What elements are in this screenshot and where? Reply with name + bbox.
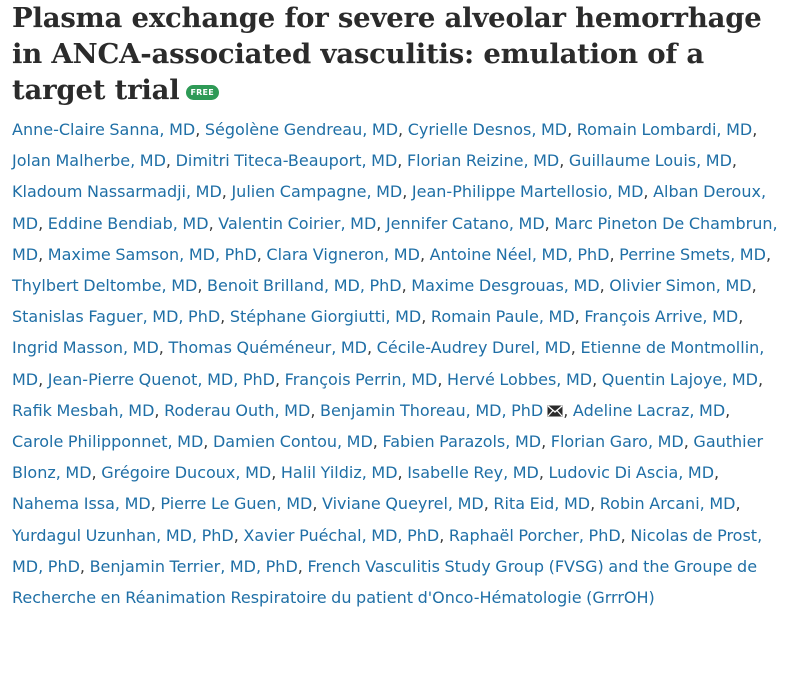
author-link[interactable]: Thomas Quéméneur, MD [168, 338, 367, 358]
author-separator: , [574, 307, 585, 327]
author-separator: , [563, 400, 573, 420]
author-link[interactable]: Hervé Lobbes, MD [447, 369, 593, 389]
author-separator: , [541, 432, 551, 452]
author-separator: , [752, 120, 758, 139]
author-separator: , [599, 276, 610, 296]
author-link[interactable]: Jean-Philippe Martellosio, MD [411, 182, 644, 202]
author-link[interactable]: Robin Arcani, MD [599, 494, 736, 514]
author-link[interactable]: Quentin Lajoye, MD [601, 369, 758, 389]
author-separator: , [483, 494, 494, 514]
author-link[interactable]: Raphaël Porcher, PhD [448, 525, 621, 545]
author-separator: , [751, 276, 757, 296]
article-title-text: Plasma exchange for severe alveolar hemorrhage in ANCA-associated vasculitis: emulation of a target trial [12, 2, 762, 106]
author-link[interactable]: Dimitri Titeca-Beauport, MD [175, 151, 398, 171]
author-separator: , [38, 244, 48, 264]
author-link[interactable]: Olivier Simon, MD [609, 276, 752, 296]
envelope-icon[interactable] [547, 405, 563, 417]
author-link[interactable]: Anne-Claire Sanna, MD [12, 120, 196, 139]
author-link[interactable]: Benjamin Thoreau, MD, PhD [319, 400, 544, 420]
author-separator: , [312, 494, 322, 514]
author-separator: , [38, 369, 48, 389]
author-separator: , [567, 120, 577, 139]
author-separator: , [439, 525, 449, 545]
author-link[interactable]: Xavier Puéchal, MD, PhD [243, 525, 440, 545]
author-separator: , [725, 400, 731, 420]
author-link[interactable]: Cécile-Audrey Durel, MD [376, 338, 571, 358]
author-link[interactable]: Guillaume Louis, MD [568, 151, 732, 171]
author-separator: , [376, 213, 386, 233]
author-link[interactable]: Fabien Parazols, MD [382, 432, 542, 452]
author-link[interactable]: Eddine Bendiab, MD [47, 213, 209, 233]
author-separator: , [765, 244, 772, 264]
author-link[interactable]: Benjamin Terrier, MD, PhD [89, 556, 298, 576]
author-link[interactable]: Carole Philipponnet, MD [12, 432, 204, 452]
author-separator: , [538, 463, 549, 483]
author-separator: , [738, 307, 744, 327]
author-link[interactable]: Romain Lombardi, MD [576, 120, 753, 139]
author-link[interactable]: Halil Yildiz, MD [280, 463, 398, 483]
free-access-badge: FREE [186, 85, 219, 100]
author-separator: , [397, 151, 407, 171]
author-separator: , [274, 369, 285, 389]
author-separator: , [421, 307, 431, 327]
author-link[interactable]: Valentin Coirier, MD [218, 213, 377, 233]
author-link[interactable]: Kladoum Nassarmadji, MD [12, 182, 222, 202]
author-separator: , [731, 151, 737, 171]
author-link[interactable]: Gauthier Blonz, MD [12, 432, 764, 483]
author-separator: , [38, 213, 48, 233]
author-link[interactable]: Rafik Mesbah, MD [12, 400, 155, 420]
author-link[interactable]: Romain Paule, MD [430, 307, 575, 327]
author-link[interactable]: Jean-Pierre Quenot, MD, PhD [47, 369, 275, 389]
author-separator: , [158, 338, 169, 358]
author-link[interactable]: Benoit Brilland, MD, PhD [207, 276, 402, 296]
author-separator: , [559, 151, 569, 171]
author-link[interactable]: Jennifer Catano, MD [385, 213, 545, 233]
author-link[interactable]: François Arrive, MD [584, 307, 739, 327]
author-link[interactable]: Marc Pineton De Chambrun, MD [12, 213, 778, 264]
author-separator: , [544, 213, 555, 233]
author-separator: , [310, 400, 320, 420]
author-link[interactable]: Julien Campagne, MD [231, 182, 403, 202]
author-link[interactable]: Stéphane Giorgiutti, MD [229, 307, 422, 327]
author-link[interactable]: Maxime Desgrouas, MD [411, 276, 600, 296]
author-link[interactable]: French Vasculitis Study Group (FVSG) and the Groupe de Recherche en Réanimation Respiratoire du patient d'Onco-Hématologie (GrrrOH) [12, 556, 758, 608]
author-link[interactable]: Isabelle Rey, MD [407, 463, 539, 483]
author-separator: , [79, 556, 90, 576]
author-link[interactable]: Clara Vigneron, MD [266, 244, 420, 264]
author-separator: , [570, 338, 581, 358]
author-link[interactable]: Jolan Malherbe, MD [12, 151, 166, 171]
author-separator: , [271, 463, 281, 483]
author-link[interactable]: Thylbert Deltombe, MD [12, 276, 198, 296]
author-separator: , [735, 494, 741, 514]
author-link[interactable]: Florian Garo, MD [550, 432, 684, 452]
author-separator: , [620, 525, 631, 545]
author-link[interactable]: François Perrin, MD [284, 369, 438, 389]
author-link[interactable]: Damien Contou, MD [212, 432, 373, 452]
author-separator: , [367, 338, 377, 358]
author-link[interactable]: Florian Reizine, MD [406, 151, 560, 171]
author-link[interactable]: Ségolène Gendreau, MD [204, 120, 399, 139]
author-separator: , [402, 182, 412, 202]
author-link[interactable]: Grégoire Ducoux, MD [101, 463, 272, 483]
author-separator: , [609, 244, 620, 264]
author-link[interactable]: Viviane Queyrel, MD [322, 494, 484, 514]
author-separator: , [398, 120, 408, 139]
author-separator: , [208, 213, 219, 233]
author-separator: , [233, 525, 244, 545]
author-separator: , [154, 400, 165, 420]
author-separator: , [197, 276, 207, 296]
author-separator: , [91, 463, 102, 483]
author-separator: , [256, 244, 267, 264]
author-separator: , [643, 182, 654, 202]
author-link[interactable]: Yurdagul Uzunhan, MD, PhD [12, 525, 234, 545]
author-link[interactable]: Ludovic Di Ascia, MD [548, 463, 715, 483]
author-link[interactable]: Rita Eid, MD [493, 494, 591, 514]
author-link[interactable]: Antoine Néel, MD, PhD [429, 244, 610, 264]
author-link[interactable]: Nahema Issa, MD [12, 494, 151, 514]
author-link[interactable]: Stanislas Faguer, MD, PhD [12, 307, 221, 327]
author-link[interactable]: Nicolas de Prost, MD, PhD [12, 525, 763, 576]
author-link[interactable]: Pierre Le Guen, MD [160, 494, 313, 514]
author-separator: , [220, 307, 230, 327]
author-separator: , [195, 120, 205, 139]
author-link[interactable]: Etienne de Montmollin, MD [12, 338, 765, 389]
author-separator: , [221, 182, 232, 202]
author-separator: , [397, 463, 408, 483]
author-separator: , [592, 369, 602, 389]
author-separator: , [372, 432, 383, 452]
author-separator: , [401, 276, 412, 296]
author-separator: , [297, 556, 308, 576]
author-separator: , [150, 494, 161, 514]
article-title [12, 0, 780, 108]
author-link[interactable]: Cyrielle Desnos, MD [407, 120, 568, 139]
author-link[interactable]: Maxime Samson, MD, PhD [47, 244, 257, 264]
author-separator: , [419, 244, 430, 264]
author-link[interactable]: Roderau Outh, MD [164, 400, 311, 420]
author-link[interactable]: Adeline Lacraz, MD [572, 400, 726, 420]
author-separator: , [590, 494, 600, 514]
author-separator: , [758, 369, 764, 389]
author-separator: , [165, 151, 176, 171]
author-separator: , [203, 432, 213, 452]
author-link[interactable]: Perrine Smets, MD [619, 244, 766, 264]
author-list [12, 114, 780, 613]
author-link[interactable]: Ingrid Masson, MD [12, 338, 159, 358]
author-separator: , [683, 432, 694, 452]
author-separator: , [714, 463, 720, 483]
author-separator: , [437, 369, 448, 389]
author-link[interactable]: Alban Deroux, MD [12, 182, 767, 233]
